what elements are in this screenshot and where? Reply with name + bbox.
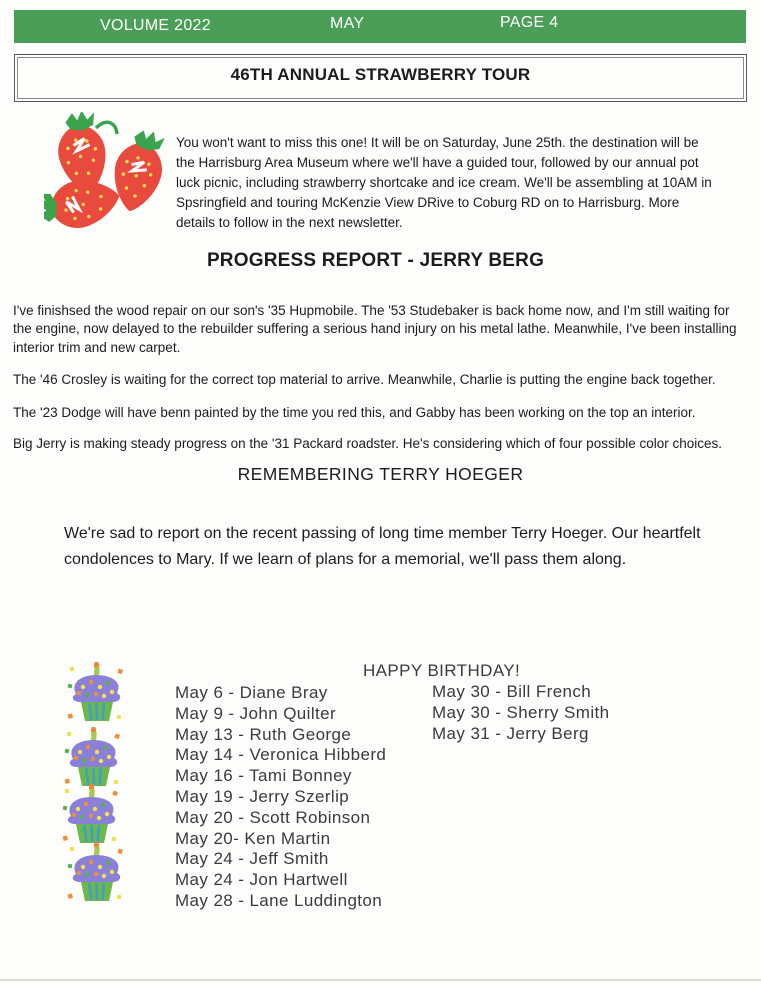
- birthday-entry: May 13 - Ruth George: [175, 724, 352, 744]
- birthday-entry: May 24 - Jeff Smith: [175, 849, 329, 869]
- birthday-entry: May 31 - Jerry Berg: [432, 723, 589, 743]
- birthday-entry: May 30 - Bill French: [432, 682, 592, 701]
- remembering-heading: REMEMBERING TERRY HOEGER: [237, 464, 524, 484]
- progress-paragraph-dodge: The '23 Dodge will have benn painted by the time you red this, and Gabby has been working on the top an interior.: [13, 404, 696, 420]
- birthday-entry: May 20 - Scott Robinson: [175, 807, 371, 827]
- strawberry-tour-paragraph: You won't want to miss this one! It will be on Saturday, June 25th. the destination will be the Harrisburg Area Museum where we'll have a guided tour, followed by our annual pot luck picnic, including strawberry shortcake and ice cream. We'll be assembling at 10AM in Spsringfield and touring McKenzie View DRive to Coburg RD on to Harrisburg. More details to follow in the next newsletter.: [176, 134, 712, 230]
- progress-paragraph-hupmobile: I've finishsed the wood repair on our son's '35 Hupmobile. The '53 Studebaker is back home now, and I'm still waiting for the engine, now delayed to the rebuilder suffering a serious hand injury on his metal lathe. Meanwhile, I've been installing interior trim and new carpet.: [13, 302, 737, 355]
- title-box-inner: [17, 57, 744, 99]
- birthday-list-left: [175, 683, 386, 912]
- page-title: 46TH ANNUAL STRAWBERRY TOUR: [230, 65, 531, 84]
- cupcake-icon: [61, 784, 123, 848]
- month-label: MAY: [330, 15, 365, 32]
- strawberries-icon: [44, 112, 176, 238]
- birthday-heading: HAPPY BIRTHDAY!: [363, 661, 521, 680]
- birthday-entry: May 6 - Diane Bray: [175, 683, 328, 702]
- birthday-list-right: [432, 682, 610, 744]
- page-number-label: PAGE 4: [500, 14, 559, 31]
- page-bottom-edge: [0, 979, 761, 981]
- progress-paragraph-packard: Big Jerry is making steady progress on the '31 Packard roadster. He's considering which of four possible color choices.: [13, 435, 723, 451]
- birthday-entry: May 14 - Veronica Hibberd: [175, 745, 387, 765]
- masthead-bar: [14, 10, 746, 43]
- volume-label: VOLUME 2022: [100, 17, 211, 34]
- birthday-entry: May 28 - Lane Luddington: [175, 890, 383, 910]
- cupcake-icon: [66, 662, 128, 726]
- cupcake-icon: [66, 842, 128, 906]
- birthday-entry: May 19 - Jerry Szerlip: [175, 786, 350, 806]
- title-box: [14, 54, 747, 102]
- birthday-entry: May 16 - Tami Bonney: [175, 766, 352, 786]
- progress-paragraph-crosley: The '46 Crosley is waiting for the correct top material to arrive. Meanwhile, Charlie is putting the engine back together.: [13, 371, 716, 387]
- remembering-paragraph: We're sad to report on the recent passing of long time member Terry Hoeger. Our heartfelt condolences to Mary. If we learn of plans for a memorial, we'll pass them along.: [64, 525, 701, 568]
- birthday-entry: May 24 - Jon Hartwell: [175, 870, 348, 890]
- progress-report-heading: PROGRESS REPORT - JERRY BERG: [206, 250, 545, 271]
- birthday-entry: May 20- Ken Martin: [175, 828, 331, 848]
- birthday-entry: May 30 - Sherry Smith: [432, 702, 610, 722]
- birthday-entry: May 9 - John Quilter: [175, 703, 337, 723]
- cupcake-icon: [63, 727, 125, 791]
